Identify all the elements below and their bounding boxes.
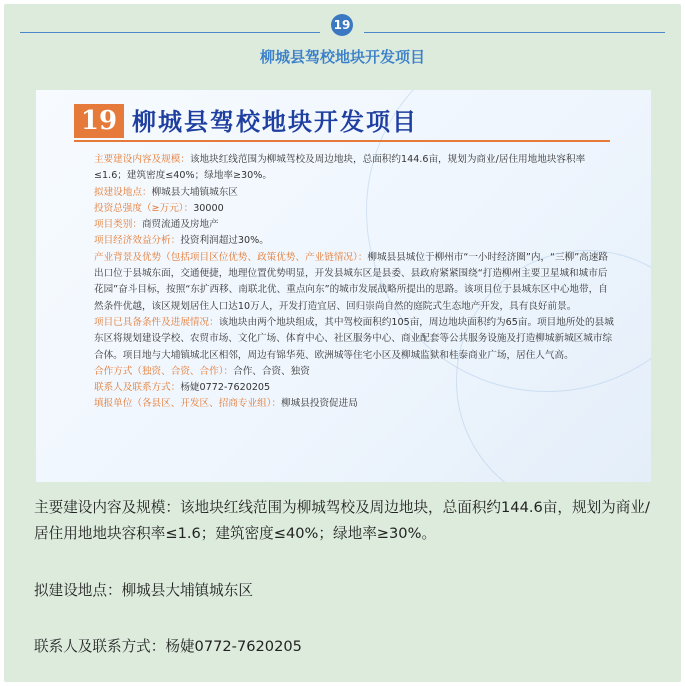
detail-value: 投资利润超过30%。 <box>180 235 269 247</box>
detail-label: 联系人及联系方式： <box>94 382 181 394</box>
project-title: 柳城县驾校地块开发项目 <box>132 107 418 136</box>
detail-label: 填报单位（各县区、开发区、招商专业组）： <box>94 398 282 410</box>
detail-row-contact <box>94 380 614 396</box>
summary-location: 拟建设地点：柳城县大埔镇城东区 <box>34 582 253 599</box>
project-details <box>94 152 614 413</box>
detail-value: 柳城县投资促进局 <box>281 398 358 410</box>
detail-value: 该地块由两个地块组成，其中驾校面积约105亩，周边地块面积约为65亩。项目地所处的县城东区将规划建设学校、农贸市场、文化广场、体育中心、社区服务中心、商业配套等公共服务设施及打造柳城新城区城市综合体。项目地与大埔镇城北区相邻，周边有锦华苑、欧洲城等住宅小区及柳城监狱和桂泰商业广场，居住人气高。 <box>94 316 614 361</box>
detail-label: 项目经济效益分析： <box>94 235 181 247</box>
page-title: 柳城县驾校地块开发项目 <box>259 48 425 66</box>
section-number-badge: 19 <box>331 14 353 36</box>
detail-value: 商贸流通及房地产 <box>141 219 219 231</box>
summary-contact: 联系人及联系方式：杨婕0772-7620205 <box>34 638 302 655</box>
detail-value: 柳城县县城位于柳州市“一小时经济圈”内，“三柳”高速路出口位于县城东面，交通便捷，地理位置优势明显，开发县城东区是县委、县政府紧紧围绕“打造柳州主要卫星城和城市后花园”奋斗目标，按照“东扩西移、南联北优、重点向东”的城市发展战略所提出的思路。该项目位于县城东区中心地带，自然条件优越，该区规划居住人口达10万人，开发打造宜居、回归崇尚自然的庭院式生态地产开发，具有良好前景。 <box>94 251 608 312</box>
header-rule-left <box>20 32 320 33</box>
detail-row-unit <box>94 396 614 412</box>
detail-value: 30000 <box>193 202 224 214</box>
detail-label: 项目已具备条件及进展情况： <box>94 316 219 328</box>
detail-row-background <box>94 250 614 315</box>
detail-value: 杨婕0772-7620205 <box>180 382 271 394</box>
detail-label: 投资总强度（≥万元）： <box>94 202 194 214</box>
detail-label: 主要建设内容及规模： <box>94 154 190 165</box>
detail-value: 该地块红线范围为柳城驾校及周边地块，总面积约144.6亩，规划为商业/居住用地地块容积率≤1.6；建筑密度≤40%；绿地率≥30%。 <box>94 154 586 182</box>
header-rule-right <box>364 32 665 33</box>
detail-row-category <box>94 217 614 233</box>
detail-label: 拟建设地点： <box>94 186 152 198</box>
detail-row-benefit <box>94 233 614 249</box>
detail-label: 项目类别： <box>94 219 142 231</box>
detail-label: 合作方式（独资、合资、合作）： <box>94 365 234 377</box>
detail-value: 柳城县大埔镇城东区 <box>151 186 238 198</box>
detail-row-investment <box>94 201 614 217</box>
detail-row-progress <box>94 315 614 364</box>
detail-row-cooperation <box>94 364 614 380</box>
summary-scale: 主要建设内容及规模：该地块红线范围为柳城驾校及周边地块，总面积约144.6亩，规划为商业/居住用地地块容积率≤1.6；建筑密度≤40%；绿地率≥30%。 <box>34 499 650 542</box>
detail-value: 合作、合资、独资 <box>233 365 310 377</box>
detail-row-location <box>94 185 614 201</box>
project-card-image <box>36 90 651 482</box>
title-underline <box>74 140 610 142</box>
project-number: 19 <box>74 104 124 138</box>
detail-row-scale <box>94 152 614 185</box>
detail-label: 产业背景及优势（包括项目区位优势、政策优势、产业链情况）： <box>94 251 368 263</box>
